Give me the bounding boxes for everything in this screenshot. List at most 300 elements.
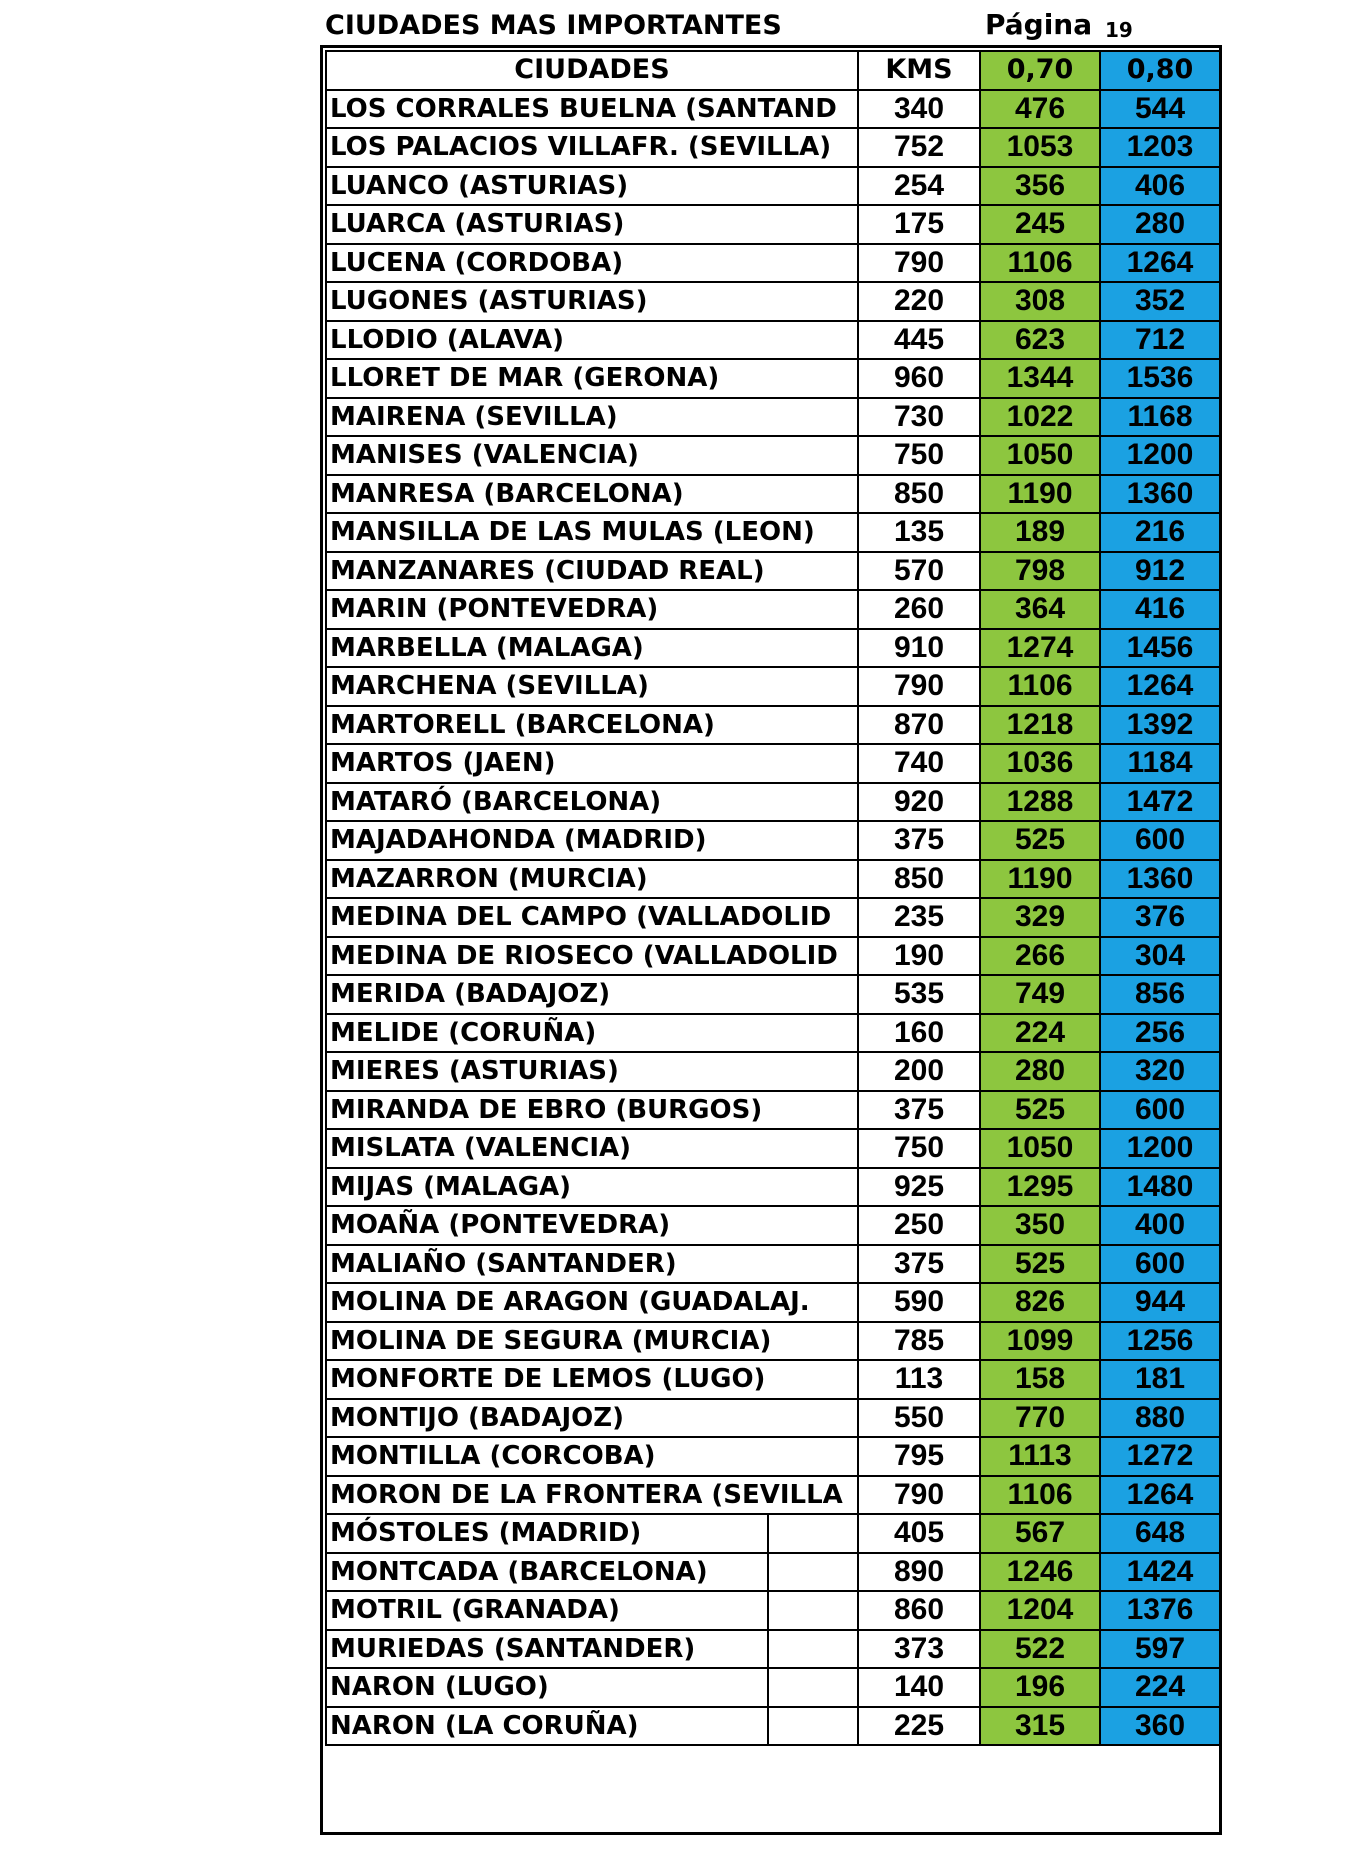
rate-070-cell-text: 189 — [1014, 515, 1066, 549]
kms-cell-text: 175 — [893, 207, 945, 241]
city-cell — [326, 167, 858, 206]
kms-cell-text: 590 — [893, 1285, 945, 1319]
rate-080-cell-text: 944 — [1134, 1285, 1186, 1319]
rate-070-cell-text: 315 — [1014, 1708, 1066, 1742]
city-cell-text: MANISES (VALENCIA) — [330, 440, 639, 471]
kms-cell — [858, 1322, 980, 1361]
table-row — [326, 783, 1220, 822]
cell-divider — [767, 1708, 769, 1745]
city-cell-text: MAIRENA (SEVILLA) — [330, 401, 618, 432]
city-cell-text: MIRANDA DE EBRO (BURGOS) — [330, 1094, 763, 1125]
cell-divider — [767, 1631, 769, 1668]
kms-cell-text: 250 — [893, 1208, 945, 1242]
rate-080-cell — [1100, 513, 1220, 552]
page-header — [325, 10, 1225, 50]
table-row — [326, 1437, 1220, 1476]
kms-cell-text: 795 — [893, 1439, 945, 1473]
rate-070-cell-text: 1050 — [1006, 438, 1074, 472]
rate-080-cell — [1100, 629, 1220, 668]
city-cell-text: MARTOS (JAEN) — [330, 748, 556, 779]
rate-080-cell-text: 1264 — [1126, 1477, 1194, 1511]
rate-080-cell — [1100, 1399, 1220, 1438]
city-cell — [326, 1091, 858, 1130]
rate-070-cell — [980, 436, 1100, 475]
city-cell — [326, 1245, 858, 1284]
rate-080-cell-text: 1456 — [1126, 630, 1194, 664]
rate-070-cell — [980, 359, 1100, 398]
table-row — [326, 205, 1220, 244]
rate-070-cell-text: 1218 — [1006, 707, 1074, 741]
city-cell — [326, 359, 858, 398]
rate-070-cell — [980, 667, 1100, 706]
rate-070-cell — [980, 1014, 1100, 1053]
rate-080-cell-text: 1264 — [1126, 245, 1194, 279]
kms-cell-text: 740 — [893, 746, 945, 780]
kms-cell — [858, 975, 980, 1014]
kms-cell-text: 405 — [893, 1516, 945, 1550]
kms-cell — [858, 1514, 980, 1553]
kms-cell-text: 373 — [893, 1631, 945, 1665]
table-row — [326, 1591, 1220, 1630]
rate-070-cell — [980, 282, 1100, 321]
table-row — [326, 1514, 1220, 1553]
table-row — [326, 90, 1220, 129]
city-cell-text: LOS PALACIOS VILLAFR. (SEVILLA) — [330, 132, 832, 163]
rate-070-cell-text: 1106 — [1007, 245, 1073, 279]
kms-cell — [858, 590, 980, 629]
kms-cell — [858, 1206, 980, 1245]
rate-070-cell — [980, 321, 1100, 360]
rate-080-cell-text: 600 — [1134, 1092, 1186, 1126]
rate-070-cell — [980, 552, 1100, 591]
rate-080-cell — [1100, 205, 1220, 244]
city-cell-text: MURIEDAS (SANTANDER) — [330, 1633, 696, 1664]
table-row — [326, 1322, 1220, 1361]
rate-070-cell-text: 329 — [1014, 900, 1066, 934]
column-header-rate-070: 0,70 — [980, 51, 1100, 90]
page-title: CIUDADES MAS IMPORTANTES — [325, 10, 782, 41]
rate-070-cell-text: 1190 — [1007, 476, 1073, 510]
rate-080-cell-text: 1472 — [1126, 784, 1194, 818]
rate-080-cell — [1100, 1514, 1220, 1553]
city-cell-text: NARON (LA CORUÑA) — [330, 1710, 639, 1741]
kms-cell — [858, 1476, 980, 1515]
city-cell — [326, 1014, 858, 1053]
kms-cell-text: 750 — [893, 1131, 945, 1165]
kms-cell — [858, 128, 980, 167]
rate-070-cell — [980, 1437, 1100, 1476]
rate-070-cell-text: 567 — [1014, 1516, 1066, 1550]
city-cell — [326, 1437, 858, 1476]
rate-070-cell-text: 1106 — [1007, 669, 1073, 703]
kms-cell — [858, 244, 980, 283]
rate-070-cell — [980, 167, 1100, 206]
column-header-kms: KMS — [858, 51, 980, 90]
kms-cell — [858, 783, 980, 822]
rate-080-cell — [1100, 590, 1220, 629]
kms-cell-text: 850 — [893, 861, 945, 895]
rate-080-cell-text: 1536 — [1126, 361, 1194, 395]
city-cell — [326, 244, 858, 283]
rate-070-cell — [980, 1630, 1100, 1669]
table-row — [326, 1476, 1220, 1515]
rate-070-cell — [980, 821, 1100, 860]
rate-070-cell — [980, 1476, 1100, 1515]
city-cell — [326, 205, 858, 244]
rate-080-cell — [1100, 860, 1220, 899]
rate-080-cell — [1100, 1129, 1220, 1168]
city-cell-text: MEDINA DE RIOSECO (VALLADOLID — [330, 940, 838, 971]
rate-080-cell — [1100, 975, 1220, 1014]
rate-070-cell — [980, 475, 1100, 514]
rate-070-cell — [980, 1553, 1100, 1592]
rate-080-cell-text: 1168 — [1127, 399, 1193, 433]
rate-080-cell — [1100, 1476, 1220, 1515]
rate-080-cell-text: 880 — [1134, 1400, 1186, 1434]
rate-080-cell — [1100, 398, 1220, 437]
rate-080-cell — [1100, 167, 1220, 206]
kms-cell — [858, 205, 980, 244]
kms-cell — [858, 475, 980, 514]
rate-080-cell-text: 216 — [1134, 515, 1186, 549]
rate-080-cell — [1100, 436, 1220, 475]
kms-cell-text: 570 — [893, 553, 945, 587]
table-row — [326, 860, 1220, 899]
kms-cell-text: 920 — [893, 784, 945, 818]
rate-080-cell-text: 406 — [1134, 168, 1186, 202]
rate-070-cell — [980, 205, 1100, 244]
city-cell — [326, 937, 858, 976]
kms-cell — [858, 1360, 980, 1399]
city-cell-text: MONFORTE DE LEMOS (LUGO) — [330, 1364, 766, 1395]
city-cell-text: MARTORELL (BARCELONA) — [330, 709, 715, 740]
rate-080-cell-text: 1264 — [1126, 669, 1194, 703]
rate-070-cell-text: 350 — [1014, 1208, 1066, 1242]
table-row — [326, 552, 1220, 591]
city-cell — [326, 552, 858, 591]
table-row — [326, 667, 1220, 706]
kms-cell-text: 254 — [893, 168, 945, 202]
city-cell — [326, 1668, 858, 1707]
rate-080-cell — [1100, 667, 1220, 706]
rate-080-cell — [1100, 1668, 1220, 1707]
city-cell-text: LUGONES (ASTURIAS) — [330, 286, 648, 317]
table-row — [326, 1360, 1220, 1399]
city-cell-text: MANSILLA DE LAS MULAS (LEON) — [330, 517, 815, 548]
city-cell-text: LUCENA (CORDOBA) — [330, 247, 624, 278]
city-cell — [326, 128, 858, 167]
kms-cell-text: 960 — [893, 361, 945, 395]
rate-070-cell-text: 1106 — [1007, 1477, 1073, 1511]
city-cell — [326, 898, 858, 937]
kms-cell — [858, 167, 980, 206]
city-cell-text: MARIN (PONTEVEDRA) — [330, 594, 659, 625]
table-row — [326, 1668, 1220, 1707]
rate-080-cell-text: 1256 — [1126, 1323, 1194, 1357]
rate-070-cell-text: 1050 — [1006, 1131, 1074, 1165]
rate-080-cell-text: 1392 — [1126, 707, 1194, 741]
rate-080-cell — [1100, 744, 1220, 783]
city-cell-text: MONTCADA (BARCELONA) — [330, 1556, 708, 1587]
rate-070-cell-text: 1099 — [1006, 1323, 1074, 1357]
kms-cell — [858, 1437, 980, 1476]
rate-080-cell — [1100, 1168, 1220, 1207]
rate-070-cell — [980, 1591, 1100, 1630]
page-number: 19 — [1105, 18, 1133, 42]
rate-070-cell-text: 280 — [1014, 1054, 1066, 1088]
rate-080-cell — [1100, 898, 1220, 937]
city-cell-text: LUARCA (ASTURIAS) — [330, 209, 625, 240]
kms-cell-text: 850 — [893, 476, 945, 510]
kms-cell-text: 375 — [893, 1246, 945, 1280]
kms-cell — [858, 821, 980, 860]
kms-cell-text: 730 — [893, 399, 945, 433]
city-cell — [326, 860, 858, 899]
rate-070-cell-text: 1113 — [1008, 1439, 1072, 1473]
city-cell-text: MEDINA DEL CAMPO (VALLADOLID — [330, 902, 832, 933]
kms-cell-text: 375 — [893, 823, 945, 857]
column-header-cities: CIUDADES — [326, 51, 858, 90]
rate-080-cell-text: 1360 — [1126, 476, 1194, 510]
rate-070-cell — [980, 1052, 1100, 1091]
rate-070-cell-text: 158 — [1014, 1362, 1066, 1396]
city-cell-text: MIJAS (MALAGA) — [330, 1171, 572, 1202]
rate-070-cell-text: 1295 — [1006, 1169, 1074, 1203]
table-row — [326, 590, 1220, 629]
kms-cell — [858, 667, 980, 706]
rate-080-cell-text: 1203 — [1126, 130, 1194, 164]
table-row — [326, 1553, 1220, 1592]
city-cell-text: MÓSTOLES (MADRID) — [330, 1518, 642, 1549]
city-cell-text: MARCHENA (SEVILLA) — [330, 671, 649, 702]
rate-070-cell — [980, 590, 1100, 629]
kms-cell-text: 140 — [893, 1670, 945, 1704]
rate-080-cell — [1100, 321, 1220, 360]
kms-cell — [858, 359, 980, 398]
rate-070-cell — [980, 860, 1100, 899]
rate-080-cell — [1100, 706, 1220, 745]
kms-cell — [858, 1591, 980, 1630]
kms-cell-text: 890 — [893, 1554, 945, 1588]
table-row — [326, 128, 1220, 167]
distance-table-frame — [320, 45, 1222, 1835]
city-cell — [326, 1283, 858, 1322]
kms-cell — [858, 1129, 980, 1168]
rate-070-cell-text: 1288 — [1006, 784, 1074, 818]
table-row — [326, 282, 1220, 321]
rate-080-cell-text: 648 — [1134, 1516, 1186, 1550]
city-cell-text: MANRESA (BARCELONA) — [330, 478, 684, 509]
page-label: Página — [985, 8, 1093, 41]
city-cell — [326, 475, 858, 514]
rate-070-cell — [980, 1091, 1100, 1130]
rate-080-cell-text: 224 — [1134, 1670, 1186, 1704]
kms-cell-text: 160 — [893, 1015, 945, 1049]
rate-080-cell — [1100, 1591, 1220, 1630]
city-cell — [326, 744, 858, 783]
rate-080-cell-text: 856 — [1134, 977, 1186, 1011]
kms-cell-text: 535 — [893, 977, 945, 1011]
rate-070-cell-text: 525 — [1014, 823, 1066, 857]
rate-070-cell-text: 1022 — [1006, 399, 1074, 433]
city-cell — [326, 282, 858, 321]
city-cell-text: MOTRIL (GRANADA) — [330, 1595, 620, 1626]
rate-080-cell-text: 280 — [1134, 207, 1186, 241]
rate-070-cell-text: 798 — [1014, 553, 1066, 587]
city-cell — [326, 590, 858, 629]
kms-cell — [858, 744, 980, 783]
table-row — [326, 1206, 1220, 1245]
kms-cell-text: 445 — [893, 322, 945, 356]
table-row — [326, 513, 1220, 552]
city-cell — [326, 821, 858, 860]
city-cell — [326, 1630, 858, 1669]
rate-070-cell — [980, 1360, 1100, 1399]
rate-070-cell-text: 1190 — [1007, 861, 1073, 895]
kms-cell-text: 340 — [893, 91, 945, 125]
city-cell-text: MELIDE (CORUÑA) — [330, 1017, 597, 1048]
kms-cell-text: 790 — [893, 245, 945, 279]
table-row — [326, 629, 1220, 668]
rate-080-cell — [1100, 1553, 1220, 1592]
rate-070-cell-text: 1204 — [1006, 1593, 1074, 1627]
rate-070-cell-text: 1246 — [1006, 1554, 1074, 1588]
rate-070-cell — [980, 975, 1100, 1014]
table-body — [326, 90, 1220, 1746]
kms-cell — [858, 898, 980, 937]
rate-070-cell-text: 245 — [1014, 207, 1066, 241]
city-cell — [326, 1052, 858, 1091]
rate-080-cell — [1100, 821, 1220, 860]
rate-070-cell — [980, 744, 1100, 783]
city-cell — [326, 398, 858, 437]
kms-cell-text: 220 — [893, 284, 945, 318]
rate-080-cell — [1100, 1283, 1220, 1322]
city-cell-text: MAJADAHONDA (MADRID) — [330, 825, 707, 856]
table-row — [326, 975, 1220, 1014]
rate-080-cell-text: 597 — [1134, 1631, 1186, 1665]
kms-cell — [858, 1245, 980, 1284]
kms-cell — [858, 1399, 980, 1438]
table-header-row — [326, 51, 1220, 90]
city-cell — [326, 1514, 858, 1553]
rate-070-cell — [980, 629, 1100, 668]
city-cell-text: MIERES (ASTURIAS) — [330, 1056, 619, 1087]
table-row — [326, 321, 1220, 360]
rate-080-cell-text: 320 — [1134, 1054, 1186, 1088]
rate-080-cell-text: 376 — [1134, 900, 1186, 934]
rate-070-cell — [980, 1206, 1100, 1245]
rate-080-cell — [1100, 1360, 1220, 1399]
rate-070-cell — [980, 1668, 1100, 1707]
city-cell — [326, 436, 858, 475]
table-row — [326, 398, 1220, 437]
city-cell-text: MALIAÑO (SANTANDER) — [330, 1248, 677, 1279]
table-row — [326, 1052, 1220, 1091]
rate-070-cell-text: 522 — [1014, 1631, 1066, 1665]
city-cell — [326, 1168, 858, 1207]
kms-cell-text: 790 — [893, 669, 945, 703]
city-cell — [326, 90, 858, 129]
kms-cell — [858, 1553, 980, 1592]
city-cell-text: NARON (LUGO) — [330, 1672, 549, 1703]
city-cell-text: LUANCO (ASTURIAS) — [330, 170, 629, 201]
city-cell-text: MOLINA DE SEGURA (MURCIA) — [330, 1325, 772, 1356]
city-cell — [326, 1476, 858, 1515]
rate-070-cell-text: 308 — [1014, 284, 1066, 318]
kms-cell-text: 870 — [893, 707, 945, 741]
kms-cell-text: 190 — [893, 938, 945, 972]
cell-divider — [767, 1669, 769, 1706]
rate-080-cell — [1100, 359, 1220, 398]
city-cell — [326, 667, 858, 706]
rate-080-cell-text: 544 — [1134, 91, 1186, 125]
city-cell-text: MERIDA (BADAJOZ) — [330, 979, 611, 1010]
city-cell-text: MATARÓ (BARCELONA) — [330, 786, 662, 817]
city-cell — [326, 513, 858, 552]
rate-070-cell-text: 364 — [1014, 592, 1066, 626]
table-row — [326, 1168, 1220, 1207]
city-cell — [326, 1707, 858, 1746]
kms-cell-text: 550 — [893, 1400, 945, 1434]
city-cell-text: LOS CORRALES BUELNA (SANTAND — [330, 93, 837, 124]
column-header-rate-080: 0,80 — [1100, 51, 1220, 90]
table-row — [326, 244, 1220, 283]
city-cell-text: MOAÑA (PONTEVEDRA) — [330, 1210, 671, 1241]
rate-070-cell — [980, 244, 1100, 283]
city-cell-text: MISLATA (VALENCIA) — [330, 1133, 632, 1164]
city-cell-text: LLODIO (ALAVA) — [330, 324, 565, 355]
kms-cell — [858, 90, 980, 129]
rate-080-cell — [1100, 475, 1220, 514]
city-cell-text: MOLINA DE ARAGON (GUADALAJ. — [330, 1287, 810, 1318]
rate-080-cell — [1100, 1052, 1220, 1091]
kms-cell — [858, 513, 980, 552]
rate-080-cell-text: 1360 — [1126, 861, 1194, 895]
kms-cell — [858, 1283, 980, 1322]
table-row — [326, 1707, 1220, 1746]
table-row — [326, 744, 1220, 783]
city-cell-text: MAZARRON (MURCIA) — [330, 863, 648, 894]
rate-070-cell-text: 1036 — [1006, 746, 1074, 780]
kms-cell-text: 785 — [893, 1323, 945, 1357]
rate-070-cell — [980, 1283, 1100, 1322]
cell-divider — [767, 1592, 769, 1629]
table-row — [326, 359, 1220, 398]
rate-070-cell-text: 623 — [1014, 322, 1066, 356]
rate-080-cell-text: 256 — [1134, 1015, 1186, 1049]
rate-070-cell — [980, 1514, 1100, 1553]
kms-cell — [858, 706, 980, 745]
table-row — [326, 167, 1220, 206]
table-row — [326, 898, 1220, 937]
city-cell-text: LLORET DE MAR (GERONA) — [330, 363, 720, 394]
rate-070-cell — [980, 1707, 1100, 1746]
rate-080-cell — [1100, 244, 1220, 283]
kms-cell — [858, 436, 980, 475]
rate-070-cell-text: 770 — [1014, 1400, 1066, 1434]
kms-cell — [858, 282, 980, 321]
rate-070-cell — [980, 1399, 1100, 1438]
rate-080-cell-text: 181 — [1134, 1362, 1186, 1396]
rate-070-cell-text: 525 — [1014, 1246, 1066, 1280]
rate-070-cell — [980, 1245, 1100, 1284]
rate-070-cell — [980, 783, 1100, 822]
rate-080-cell-text: 712 — [1134, 322, 1186, 356]
city-cell — [326, 1129, 858, 1168]
rate-080-cell — [1100, 783, 1220, 822]
rate-070-cell-text: 1053 — [1006, 130, 1074, 164]
